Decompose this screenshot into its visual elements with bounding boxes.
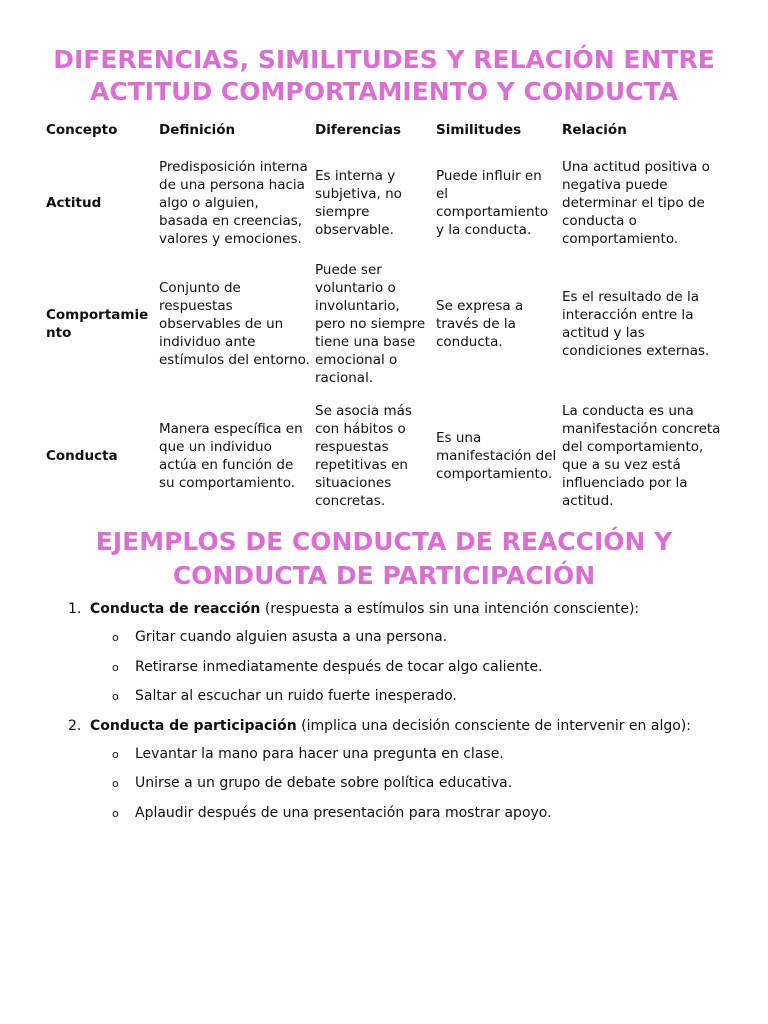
cell-diferencias: Se asocia más con hábitos o respuestas repetitivas en situaciones concretas. bbox=[315, 403, 412, 509]
cell-similitudes: Puede influir en el comportamiento y la conducta. bbox=[436, 168, 549, 238]
sub-list-item bbox=[112, 745, 740, 764]
example-group-participation bbox=[60, 717, 740, 823]
cell-definicion: Manera específica en que un individuo actúa en función de su comportamiento. bbox=[159, 421, 303, 491]
cell-definicion: Predisposición interna de una persona hacia algo o alguien, basada en creencias, valores y emociones. bbox=[159, 159, 308, 247]
sub-list-item-text: Gritar cuando alguien asusta a una persona. bbox=[135, 629, 448, 645]
header-relacion: Relación bbox=[562, 122, 627, 138]
bullet-icon: o bbox=[112, 690, 119, 703]
example-group-reaction bbox=[60, 600, 740, 706]
table-row bbox=[44, 148, 724, 258]
header-concepto: Concepto bbox=[46, 122, 118, 138]
section-title-examples: EJEMPLOS DE CONDUCTA DE REACCIÓN Y CONDUCTA DE PARTICIPACIÓN bbox=[95, 527, 673, 590]
bullet-icon: o bbox=[112, 806, 119, 820]
cell-relacion: La conducta es una manifestación concreta del comportamiento, que a su vez está influenciado por la actitud. bbox=[562, 403, 721, 509]
bullet-icon: o bbox=[112, 660, 119, 674]
sub-list-item-text: Retirarse inmediatamente después de tocar algo caliente. bbox=[135, 658, 543, 675]
cell-concepto: Conducta bbox=[46, 448, 118, 464]
sub-list-item bbox=[112, 774, 740, 793]
list-item-description: (implica una decisión consciente de intervenir en algo): bbox=[296, 717, 691, 734]
sub-list-item bbox=[112, 687, 740, 706]
sub-list-item-text: Unirse a un grupo de debate sobre política educativa. bbox=[135, 775, 513, 791]
table-header-row bbox=[44, 117, 724, 148]
list-item bbox=[60, 717, 740, 735]
list-item-label: Conducta de participación bbox=[90, 717, 297, 734]
list-item bbox=[60, 600, 740, 618]
list-item-label: Conducta de reacción bbox=[90, 601, 261, 617]
cell-diferencias: Puede ser voluntario o involuntario, pero no siempre tiene una base emocional o racional. bbox=[315, 262, 426, 386]
sub-list-item-text: Levantar la mano para hacer una pregunta en clase. bbox=[135, 745, 504, 762]
cell-similitudes: Se expresa a través de la conducta. bbox=[436, 298, 524, 350]
sub-list-item-text: Aplaudir después de una presentación para mostrar apoyo. bbox=[135, 804, 552, 821]
bullet-icon: o bbox=[112, 777, 119, 790]
list-number: 2. bbox=[68, 717, 82, 734]
cell-similitudes: Es una manifestación del comportamiento. bbox=[436, 430, 557, 482]
sub-list-item-text: Saltar al escuchar un ruido fuerte inesperado. bbox=[135, 688, 457, 704]
page-title: DIFERENCIAS, SIMILITUDES Y RELACIÓN ENTRE ACTITUD COMPORTAMIENTO Y CONDUCTA bbox=[53, 45, 715, 106]
list-item-description: (respuesta a estímulos sin una intención consciente): bbox=[260, 601, 640, 617]
bullet-icon: o bbox=[112, 747, 119, 761]
header-similitudes: Similitudes bbox=[436, 122, 522, 138]
cell-relacion: Una actitud positiva o negativa puede determinar el tipo de conducta o comportamiento. bbox=[562, 159, 710, 247]
bullet-icon: o bbox=[112, 631, 119, 644]
examples-list bbox=[60, 600, 740, 833]
table-row bbox=[44, 258, 724, 390]
cell-concepto: Actitud bbox=[46, 195, 102, 211]
comparison-table bbox=[44, 117, 724, 522]
cell-concepto: Comportamiento bbox=[46, 307, 149, 341]
cell-definicion: Conjunto de respuestas observables de un individuo ante estímulos del entorno. bbox=[159, 280, 310, 368]
cell-relacion: Es el resultado de la interacción entre la actitud y las condiciones externas. bbox=[562, 289, 710, 359]
sub-list-item bbox=[112, 804, 740, 823]
sub-list-item bbox=[112, 658, 740, 677]
header-definicion: Definición bbox=[159, 122, 236, 138]
list-number: 1. bbox=[68, 601, 82, 617]
table-row bbox=[44, 390, 724, 522]
header-diferencias: Diferencias bbox=[315, 122, 402, 138]
sub-list-item bbox=[112, 628, 740, 647]
cell-diferencias: Es interna y subjetiva, no siempre observable. bbox=[315, 168, 402, 238]
